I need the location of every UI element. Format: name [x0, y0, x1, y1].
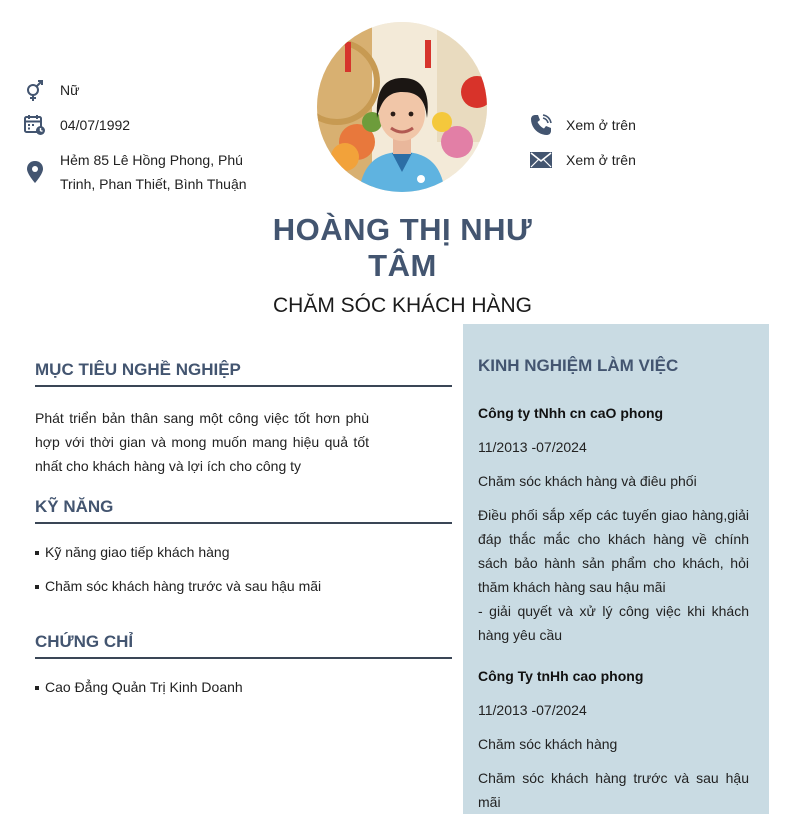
address-line-2: Trinh, Phan Thiết, Bình Thuận [60, 176, 247, 192]
job-period: 11/2013 -07/2024 [478, 439, 587, 455]
mail-icon [530, 152, 552, 173]
job-description: Chăm sóc khách hàng trước và sau hậu mãi [478, 770, 749, 810]
location-pin-icon [26, 161, 44, 188]
bullet-icon [35, 551, 39, 555]
email-text: Xem ở trên [566, 152, 636, 168]
bullet-icon [35, 585, 39, 589]
skill-item: Chăm sóc khách hàng trước và sau hậu mãi [35, 576, 321, 596]
job-title: CHĂM SÓC KHÁCH HÀNG [272, 294, 533, 317]
job-position: Chăm sóc khách hàng [478, 736, 618, 752]
birthdate-text: 04/07/1992 [60, 117, 131, 133]
phone-text: Xem ở trên [566, 117, 636, 133]
experience-title: KINH NGHIỆM LÀM VIỆC [478, 356, 679, 375]
bullet-icon [35, 686, 39, 690]
skill-item: Kỹ năng giao tiếp khách hàng [35, 542, 229, 562]
name-line-2: TÂM [368, 248, 437, 283]
certificates-title: CHỨNG CHỈ [35, 632, 134, 651]
address-line-1: Hẻm 85 Lê Hồng Phong, Phú [60, 152, 243, 168]
skills-title: KỸ NĂNG [35, 497, 114, 516]
gender-text: Nữ [60, 82, 80, 98]
calendar-icon [24, 114, 46, 141]
job-company: Công ty tNhh cn caO phong [478, 405, 664, 421]
objective-divider [35, 385, 452, 387]
objective-text: Phát triển bản thân sang một công việc tốt hơn phù hợp với thời gian và mong muốn mang hiệu quả tốt nhất cho khách hàng và lợi ích cho công ty [35, 410, 369, 474]
objective-title: MỤC TIÊU NGHỀ NGHIỆP [35, 360, 241, 379]
job-company: Công Ty tnHh cao phong [478, 668, 644, 684]
job-position: Chăm sóc khách hàng và điêu phối [478, 473, 697, 489]
skills-divider [35, 522, 452, 524]
job-description-extra: - giải quyết và xử lý công việc khi khách hàng yêu cầu [478, 603, 749, 643]
gender-icon [24, 78, 46, 107]
certificate-item: Cao Đẳng Quản Trị Kinh Doanh [35, 677, 243, 697]
name-line-1: HOÀNG THỊ NHƯ [272, 212, 533, 247]
certificates-divider [35, 657, 452, 659]
job-description: Điều phối sắp xếp các tuyến giao hàng,giải đáp thắc mắc cho khách hàng về chính sách bảo hành sản phẩm cho khách, hỏi thăm khách hàng sau hậu mãi [478, 507, 749, 595]
phone-icon [530, 114, 552, 141]
avatar [317, 22, 487, 192]
full-name [250, 212, 555, 284]
job-period: 11/2013 -07/2024 [478, 702, 587, 718]
